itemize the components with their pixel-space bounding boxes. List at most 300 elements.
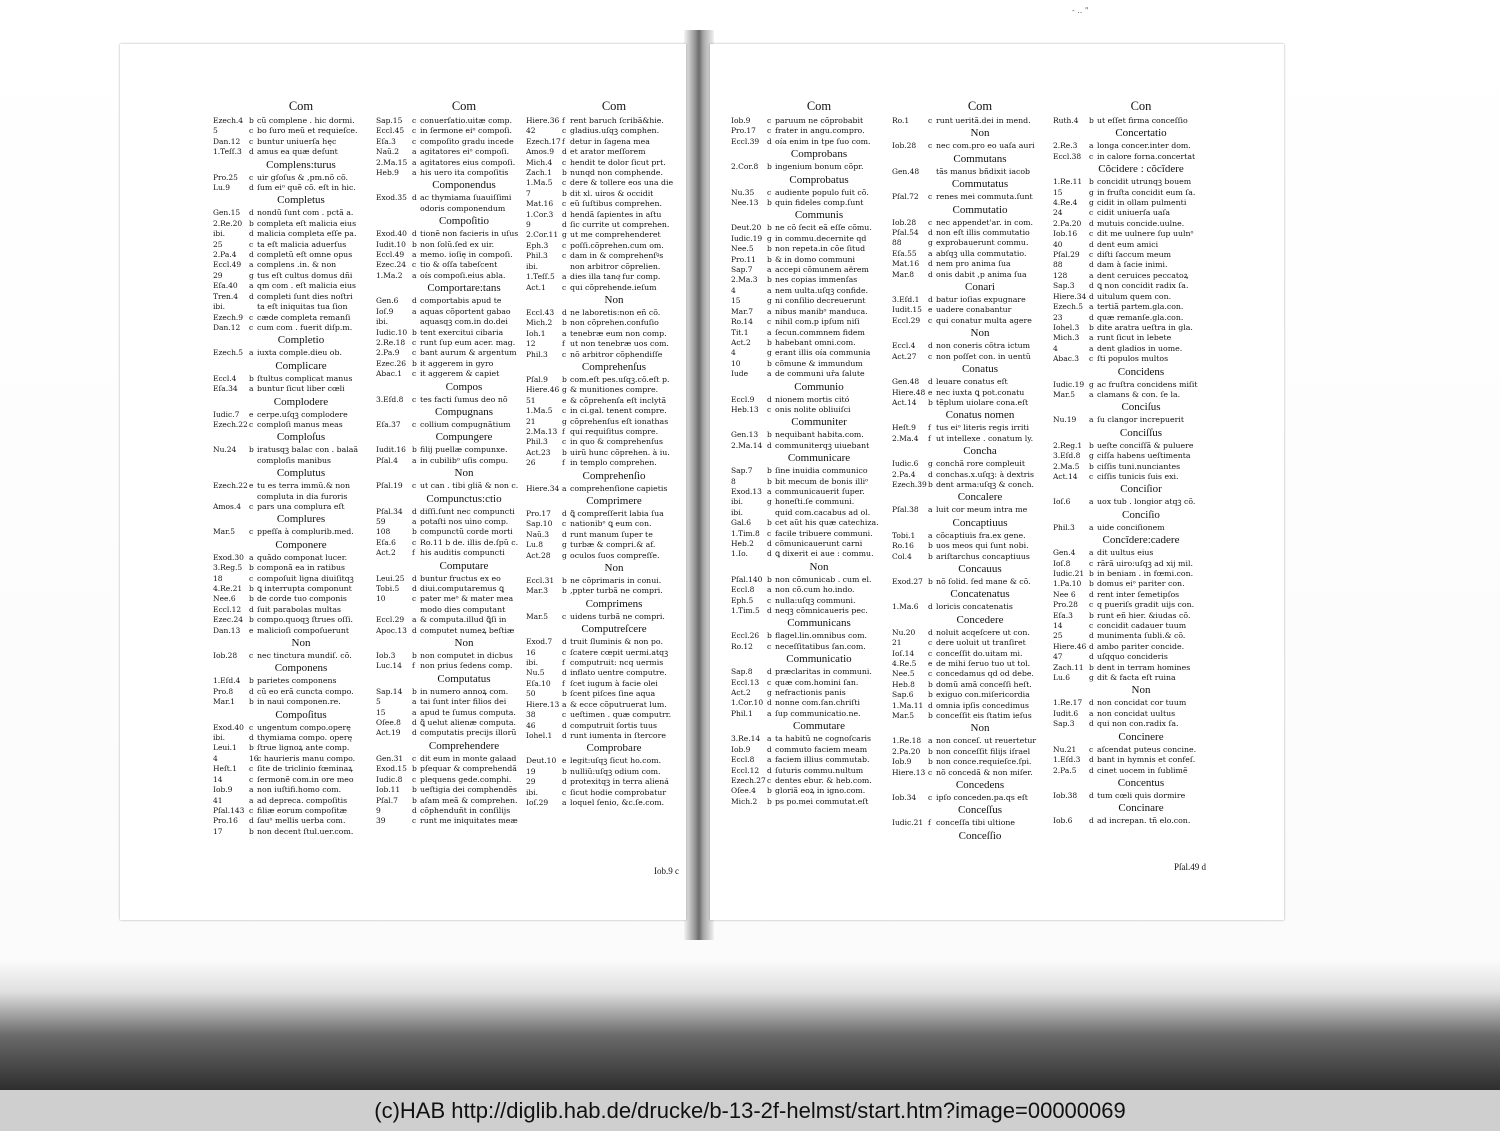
entry-ref: 1.Eſd.4 <box>213 676 241 686</box>
entry-mark: c <box>928 793 933 803</box>
entry-line <box>526 658 702 668</box>
entry-text: non conceſſit filijs iſrael <box>936 746 1031 756</box>
entry-text: tum cœli quis dormire <box>1097 790 1186 800</box>
entry-line <box>731 642 907 652</box>
entry-mark: d <box>412 573 417 583</box>
entry-mark: b <box>928 746 933 756</box>
entry-text: ciſſa habens ueſtimenta <box>1097 451 1191 461</box>
headword: Concaptiuus <box>952 516 1008 529</box>
entry-text: batur ioſias expugnare <box>936 295 1026 305</box>
entry-text: uirũ hunc cõprehen. à iu. <box>570 447 670 457</box>
entry-ref: Exod.15 <box>376 764 407 774</box>
entry-ref: Iob.6 <box>1053 816 1073 826</box>
entry-mark: c <box>412 774 417 784</box>
entry-ref: Naũ.3 <box>526 529 550 539</box>
entry-line <box>892 459 1068 469</box>
entry-ref: Gal.6 <box>731 518 752 528</box>
entry-line <box>526 417 702 427</box>
entry-ref: Ezec.26 <box>376 358 406 368</box>
entry-ref: 3.Eſd.8 <box>376 394 404 404</box>
entry-mark: g <box>928 459 933 469</box>
entry-mark: d <box>928 469 933 479</box>
entry-ref: Sap.3 <box>1053 281 1075 291</box>
entry-text: aſam meã & comprehen. <box>420 795 518 805</box>
entry-line <box>526 230 702 240</box>
entry-ref: 9 <box>376 805 381 815</box>
entry-line <box>1053 380 1229 390</box>
entry-ref: Sap.3 <box>1053 719 1075 729</box>
stray-mark: - .. " <box>1072 6 1089 15</box>
entry-text: in calore forna.concertat <box>1097 151 1196 161</box>
entry-ref: Mar.5 <box>526 611 549 621</box>
entry-text: ꝗ dixerit ei aue : commu. <box>775 549 874 559</box>
entry-mark: f <box>562 458 565 468</box>
entry-mark: a <box>412 615 417 625</box>
entry-ref: 3.Re.14 <box>731 734 761 744</box>
entry-line <box>731 529 907 539</box>
entry-ref: Eſa.40 <box>213 281 238 291</box>
entry-ref: Iudic.19 <box>1053 379 1085 389</box>
entry-ref: Mar.5 <box>1053 389 1076 399</box>
entry-mark: b <box>928 541 933 551</box>
entry-ref: Eph.5 <box>731 595 754 605</box>
entry-line <box>213 208 389 218</box>
entry-mark: d <box>1089 239 1094 249</box>
entry-mark: a <box>1089 548 1094 558</box>
entry-mark: b <box>249 826 254 836</box>
entry-text: ne cõ ſecit eã eſſe cõmu. <box>775 223 872 233</box>
entry-text: pars una complura eſt <box>257 501 345 511</box>
entry-line <box>213 563 389 573</box>
entry-line <box>213 313 389 323</box>
headword: Comprehenſus <box>581 360 647 373</box>
entry-ref: Heb.2 <box>731 539 754 548</box>
entry-ref: Act.14 <box>1053 471 1078 481</box>
entry-ref: Nu.21 <box>1053 744 1077 754</box>
entry-text: tertiã partem.gla.con. <box>1097 302 1184 312</box>
entry-text: onis dabit ,p anima ſua <box>936 269 1027 279</box>
entry-mark: a <box>1089 497 1094 507</box>
entry-text: malicioſi compoſuerunt <box>257 625 350 635</box>
entry-ref: Nu.20 <box>892 627 916 637</box>
entry-text: ac fruſtra concidens miſit <box>1097 379 1198 389</box>
entry-ref: 1.Cor.3 <box>526 209 554 219</box>
entry-text: nõ concedã & non miſer. <box>936 767 1033 777</box>
entry-text: cõmune & immundum <box>775 358 863 368</box>
entry-mark: b <box>562 576 567 586</box>
entry-text: it aggerem & capiet <box>420 369 500 379</box>
entry-text: diſti ſaccum meum <box>1097 250 1172 260</box>
entry-ref: 29 <box>213 270 223 280</box>
entry-line <box>526 126 702 136</box>
entry-ref: Exod.13 <box>731 486 762 496</box>
entry-mark: a <box>1089 415 1094 425</box>
headword: Compoſitio <box>438 215 490 228</box>
entry-text: ꝗ interrupta componunt <box>257 584 352 593</box>
entry-ref: 1.Tim.8 <box>731 528 760 538</box>
entry-text: rent inter ſemetipſos <box>1097 589 1180 599</box>
entry-ref: Eccl.43 <box>526 307 555 317</box>
entry-text: cõphenduñt in conſilijs <box>420 805 511 815</box>
entry-ref: 24 <box>1053 208 1063 218</box>
entry-text: ta habitũ ne cognoſcaris <box>775 734 872 744</box>
entry-mark: b <box>767 358 772 368</box>
entry-line <box>1053 292 1229 302</box>
entry-ref: 15 <box>376 707 386 717</box>
entry-line <box>213 420 389 430</box>
column-head: Com <box>967 99 993 113</box>
entry-ref: Phil.3 <box>526 437 548 447</box>
entry-text: comportabis apud te <box>420 296 502 306</box>
entry-ref: Iob.3 <box>376 651 396 661</box>
entry-text: ueſte conciſſã & puluere <box>1097 440 1194 450</box>
entry-mark: d <box>928 295 933 305</box>
entry-text: ut eſſet firma conceſſio <box>1097 116 1188 125</box>
entry-line <box>892 690 1068 700</box>
entry-text: diſſi.ſunt nec compuncti <box>420 506 515 516</box>
entry-mark: a <box>562 272 567 282</box>
entry-mark: b <box>767 254 772 264</box>
entry-ref: 15 <box>731 296 741 306</box>
entry-ref: Amos.4 <box>213 501 242 511</box>
entry-mark: a <box>412 168 417 178</box>
entry-text: ueſtimen . quæ computrr. <box>570 710 672 720</box>
entry-mark: f <box>562 426 565 436</box>
entry-text: rãrã uiro:uſqꝫ ad xij mil. <box>1097 558 1193 568</box>
headword: Non <box>454 467 474 480</box>
entry-text: qui non con.radix ſa. <box>1097 719 1179 729</box>
entry-ref: 29 <box>526 777 536 787</box>
entry-ref: 2.Reg.1 <box>1053 440 1083 450</box>
entry-line <box>526 689 702 699</box>
entry-ref: Act.14 <box>892 397 917 407</box>
entry-line <box>526 168 702 178</box>
entry-mark: c <box>249 651 254 661</box>
entry-ref: 17 <box>213 826 223 836</box>
entry-line <box>526 189 702 199</box>
entry-line <box>892 470 1068 480</box>
entry-line <box>731 369 907 379</box>
entry-ref: 2.Pa.20 <box>892 746 921 756</box>
entry-text: ariſtarchus concaptiuus <box>936 551 1030 561</box>
entry-line <box>892 377 1068 387</box>
entry-text: cinet uocem in ſublimẽ <box>1097 765 1188 775</box>
entry-text: ſum eiᵒ quẽ cõ. eſt in hic. <box>257 183 356 193</box>
entry-ref: Pſal.4 <box>376 455 398 465</box>
entry-mark: c <box>412 348 417 358</box>
entry-line <box>731 395 907 405</box>
entry-mark: d <box>562 720 567 730</box>
entry-mark: d <box>1089 631 1094 641</box>
entry-mark: b <box>412 358 417 368</box>
entry-mark: d <box>562 777 567 787</box>
entry-line <box>213 292 389 302</box>
entry-text: exprobauerunt commu. <box>936 238 1029 248</box>
entry-ref: 3.Reg.5 <box>213 563 243 573</box>
entry-mark: a <box>562 328 567 338</box>
entry-mark: d <box>1089 281 1094 291</box>
entry-ref: Luc.14 <box>376 661 402 671</box>
headword: Communis <box>794 209 844 222</box>
entry-ref: ibi. <box>731 507 743 517</box>
entry-ref: 14 <box>1053 621 1063 631</box>
entry-text: collium compugnãtium <box>420 419 511 429</box>
entry-text: non poſſet con. in uentũ <box>936 351 1031 361</box>
entry-ref: Ezec.24 <box>213 615 243 625</box>
entry-text: his auditis compuncti <box>420 548 505 558</box>
entry-mark: c <box>562 240 567 250</box>
entry-text: compo.quoqꝫ ſtrues oſſi. <box>257 615 353 625</box>
entry-ref: Tit.1 <box>731 327 749 337</box>
entry-line <box>213 445 389 455</box>
entry-ref: Iob.9 <box>731 744 751 754</box>
entry-text: ſti populos multos <box>1097 354 1169 364</box>
entry-mark: d <box>562 209 567 219</box>
entry-mark: g <box>1089 673 1094 683</box>
entry-mark: g <box>767 348 772 358</box>
entry-ref: Iudic.19 <box>731 233 763 243</box>
entry-line <box>731 477 907 487</box>
entry-text: filij puellæ compunxe. <box>420 445 508 455</box>
entry-line <box>731 348 907 358</box>
entry-ref: 59 <box>376 516 386 526</box>
entry-line <box>892 757 1068 767</box>
entry-text: computruit ſortis tuus <box>570 720 658 730</box>
entry-mark: d <box>1089 755 1094 765</box>
entry-ref: Ezech.22 <box>213 419 248 429</box>
entry-text: concidit utrunqꝫ bouem <box>1097 177 1192 187</box>
entry-line <box>526 710 702 720</box>
entry-mark: b <box>249 697 254 707</box>
entry-line <box>1053 791 1229 801</box>
entry-line <box>892 228 1068 238</box>
headword: Communicans <box>787 617 851 630</box>
entry-text: tio & oſſa tabeſcent <box>420 260 498 270</box>
entry-text: faciem illius commutab. <box>775 755 870 765</box>
entry-mark: a <box>928 505 933 515</box>
headword: Non <box>970 327 990 340</box>
entry-line <box>213 250 389 260</box>
entry-mark: a <box>767 327 772 337</box>
entry-text: compoſuit ligna diuiſitqꝫ <box>257 573 354 583</box>
entry-mark: c <box>562 519 567 529</box>
entry-mark: e <box>249 481 254 491</box>
entry-line <box>1053 590 1229 600</box>
entry-text: buntur fructus ex eo <box>420 573 501 583</box>
entry-text: ſtrue lignoꝝ ante comp. <box>257 743 350 753</box>
entry-ref: Eccl.49 <box>376 250 405 260</box>
entry-mark: b <box>767 223 772 233</box>
entry-mark: b <box>412 327 417 337</box>
entry-text: comploſi manus meas <box>257 419 343 429</box>
entry-line <box>213 116 389 126</box>
entry-line <box>1053 344 1229 354</box>
entry-mark: g <box>562 385 567 395</box>
entry-ref: Sap.8 <box>731 667 753 677</box>
entry-line <box>526 199 702 209</box>
headword: Comprimere <box>586 495 642 507</box>
entry-ref: 21 <box>526 416 536 426</box>
entry-mark: b <box>412 785 417 795</box>
entry-ref: ibi. <box>213 733 225 743</box>
entry-text: tãs manus bñdixit iacob <box>936 166 1031 176</box>
entry-line <box>1053 745 1229 755</box>
entry-ref: 12 <box>526 339 536 349</box>
entry-text: non conceſ. ut reuertetur <box>936 736 1037 746</box>
entry-ref: Iudic.21 <box>892 818 924 828</box>
headword: Concertatio <box>1115 127 1167 140</box>
headword: Comprimens <box>585 597 643 610</box>
entry-mark: 16 <box>249 753 259 763</box>
entry-line <box>731 162 907 172</box>
entry-text: uitulum quem con. <box>1097 291 1172 301</box>
entry-line <box>1053 523 1229 533</box>
entry-line <box>731 585 907 595</box>
entry-text: communiterqꝫ uiuebant <box>775 440 870 450</box>
entry-line <box>526 147 702 157</box>
entry-ref: Pſal.34 <box>376 506 403 516</box>
entry-mark: c <box>412 481 417 491</box>
entry-mark: d <box>249 250 254 260</box>
headword: Compunctus:ctio <box>426 492 502 505</box>
entry-ref: ibi. <box>526 658 538 668</box>
entry-mark: c <box>928 116 933 125</box>
entry-ref: Nee.6 <box>213 594 236 604</box>
entry-line <box>526 519 702 529</box>
entry-mark: d <box>1089 652 1094 662</box>
entry-ref: Sap.6 <box>892 690 914 700</box>
entry-line <box>892 649 1068 659</box>
entry-ref: 1.Ma.5 <box>526 178 553 188</box>
entry-ref: Eſa.37 <box>376 419 401 429</box>
entry-mark: b <box>1089 662 1094 672</box>
entry-ref: 2.Ma.15 <box>376 157 408 167</box>
headword: Non <box>1131 684 1151 697</box>
entry-text: ,ppter turbã ne compri. <box>570 586 663 596</box>
entry-line <box>213 687 389 697</box>
entry-line <box>526 350 702 360</box>
headword: Concentus <box>1117 776 1165 789</box>
entry-line <box>731 786 907 796</box>
entry-ref: Dan.13 <box>213 625 241 635</box>
entry-line <box>731 307 907 317</box>
entry-line <box>731 116 907 126</box>
entry-mark: b <box>249 594 254 604</box>
entry-mark: c <box>249 126 254 136</box>
entry-text: ſup communicatio.ne. <box>775 708 861 718</box>
entry-line <box>892 238 1068 248</box>
entry-mark: c <box>928 192 933 202</box>
entry-line <box>731 126 907 136</box>
entry-line <box>731 137 907 147</box>
entry-ref: Eccl.29 <box>892 315 921 325</box>
entry-ref: Lu.6 <box>1053 673 1070 683</box>
entry-line <box>526 375 702 385</box>
entry-ref: Ezech.9 <box>213 312 244 322</box>
entry-text: in templo comprehen. <box>570 458 657 468</box>
entry-line <box>526 437 702 447</box>
entry-text: agitatores eiᵒ compoſi. <box>420 147 510 157</box>
entry-text: odoris componendum <box>420 203 506 213</box>
entry-text: uos meos qui ſunt nobi. <box>936 541 1029 551</box>
entry-text: dent arma:uſqꝫ & conch. <box>936 479 1035 489</box>
entry-text: rent baruch ſcribã&hie. <box>570 116 664 125</box>
entry-ref: Iob.34 <box>892 793 917 803</box>
entry-mark: c <box>1089 354 1094 364</box>
entry-text: uide conciſionem <box>1097 522 1165 532</box>
entry-ref: Heb.8 <box>892 679 915 689</box>
entry-text: ſauᵒ mellis uerba com. <box>257 816 346 826</box>
entry-ref: Tobi.1 <box>892 530 916 540</box>
entry-mark: b <box>412 527 417 537</box>
entry-text: compoſito gradu incede <box>420 136 514 146</box>
column-4 <box>731 98 907 807</box>
entry-mark: a <box>767 486 772 496</box>
entry-line <box>526 241 702 251</box>
entry-line <box>731 487 907 497</box>
entry-ref: 108 <box>376 527 391 537</box>
entry-ref: Nu.19 <box>1053 415 1077 425</box>
entry-text: dies illa tanqͥ fur comp. <box>570 272 661 282</box>
entry-line <box>526 756 702 766</box>
entry-text: diui.computaremus ꝗ <box>420 584 504 593</box>
entry-text: nonne com.ſan.chriſti <box>775 698 860 708</box>
entry-mark: b <box>412 651 417 661</box>
headword: Complutus <box>276 467 326 480</box>
entry-text: buntur ſicut liber cœli <box>257 384 345 394</box>
entry-line <box>1053 462 1229 472</box>
entry-line <box>526 427 702 437</box>
entry-ref: 23 <box>1053 312 1063 322</box>
entry-line <box>1053 333 1229 343</box>
entry-text: compluta in dia furoris <box>257 491 348 501</box>
entry-line <box>213 183 389 193</box>
entry-line <box>526 731 702 741</box>
entry-line <box>892 218 1068 228</box>
entry-mark: d <box>928 341 933 351</box>
entry-mark: d <box>412 296 417 306</box>
entry-text: noluit acqeſcere ut con. <box>936 627 1030 637</box>
entry-text: ciſſis tunicis ſuis exi. <box>1097 471 1179 481</box>
entry-mark: c <box>767 775 772 785</box>
entry-mark: g <box>1089 451 1094 461</box>
headword: Non <box>970 722 990 735</box>
entry-text: concidit cadauer tuum <box>1097 621 1187 631</box>
entry-mark: d <box>412 193 417 203</box>
entry-text: nec tinctura mundiſ. cõ. <box>257 651 352 661</box>
entry-line <box>213 697 389 707</box>
entry-ref: Pſal.72 <box>892 192 919 202</box>
entry-ref: Mich.4 <box>526 157 553 167</box>
entry-mark: c <box>767 404 772 414</box>
entry-text: ungentum compo.operę <box>257 722 351 732</box>
entry-ref: Nee 6 <box>1053 589 1076 599</box>
headword: Comportare:tans <box>427 282 501 295</box>
entry-text: it aggerem in gyro <box>420 358 494 368</box>
entry-mark: d <box>767 440 772 450</box>
entry-line <box>213 574 389 584</box>
entry-mark: c <box>767 641 772 651</box>
entry-line <box>526 220 702 230</box>
entry-text: neqꝫ cõmnicaueris pec. <box>775 606 868 616</box>
entry-ref: 39 <box>376 816 386 826</box>
entry-text: q pueriſs gradit uijs con. <box>1097 600 1195 610</box>
entry-mark: c <box>412 753 417 763</box>
entry-line <box>892 398 1068 408</box>
entry-text: agitatores eius compoſi. <box>420 157 516 167</box>
headword: Conciſio <box>1122 508 1160 521</box>
entry-ref: Amos.9 <box>526 147 555 157</box>
